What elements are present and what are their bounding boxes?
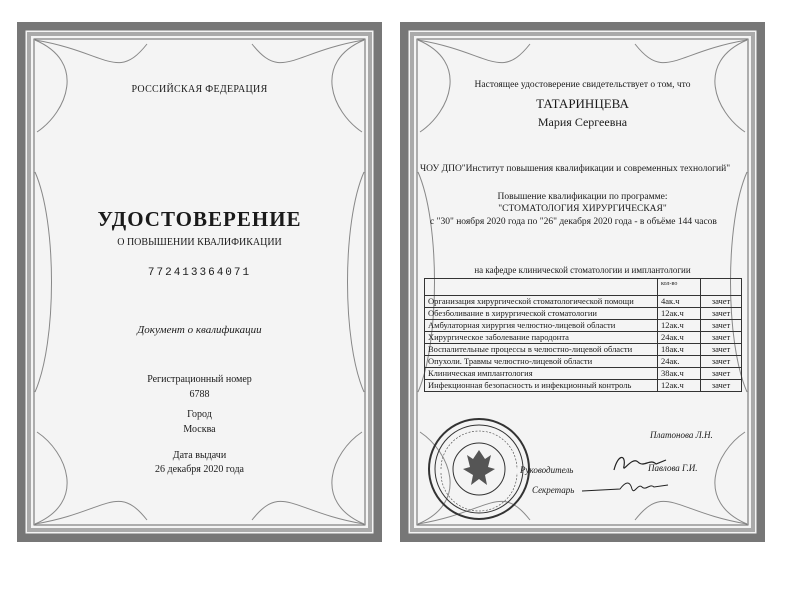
head-role: Руководитель [520, 465, 574, 475]
course-name: Организация хирургической стоматологической помощи [425, 296, 658, 308]
document-type: Документ о квалификации [137, 324, 262, 336]
secretary-signature [580, 477, 670, 497]
head-name: Платонова Л.Н. [650, 430, 713, 440]
table-row [425, 368, 742, 380]
federation-label: РОССИЙСКАЯ ФЕДЕРАЦИЯ [131, 84, 268, 95]
table-row [425, 320, 742, 332]
course-hours: 38ак.ч [658, 368, 701, 380]
department-name: на кафедре клинической стоматологии и имплантологии [474, 265, 691, 275]
course-name: Амбулаторная хирургия челюстно-лицевой области [425, 320, 658, 332]
table-row [425, 332, 742, 344]
table-row [425, 380, 742, 392]
left-page [17, 22, 382, 542]
course-name: Хирургическое заболевание пародонта [425, 332, 658, 344]
table-row [425, 356, 742, 368]
course-name: Клиническая имплантология [425, 368, 658, 380]
institution-name: ЧОУ ДПО"Институт повышения квалификации и современных технологий" [420, 164, 731, 174]
city-label: Город [187, 409, 212, 420]
reg-number-value: 6788 [189, 389, 210, 400]
table-row [425, 296, 742, 308]
course-hours: 12ак.ч [658, 308, 701, 320]
course-result: зачет [701, 308, 742, 320]
document-subtitle: О ПОВЫШЕНИИ КВАЛИФИКАЦИИ [117, 237, 282, 248]
program-label: Повышение квалификации по программе: [497, 192, 668, 202]
holder-first-middle-name: Мария Сергеевна [537, 115, 628, 129]
certificate-intro: Настоящее удостоверение свидетельствует о том, что [474, 80, 691, 90]
course-result: зачет [701, 332, 742, 344]
course-name: Воспалительные процессы в челюстно-лицевой области [425, 344, 658, 356]
course-hours: 18ак.ч [658, 344, 701, 356]
course-name: Обезболивание в хирургической стоматологии [425, 308, 658, 320]
course-result: зачет [701, 296, 742, 308]
table-header-cell [425, 279, 658, 296]
reg-number-label: Регистрационный номер [147, 374, 252, 385]
serial-number: 772413364071 [147, 267, 252, 279]
course-result: зачет [701, 320, 742, 332]
issue-date-label: Дата выдачи [172, 450, 227, 461]
course-name: Опухоли. Травмы челюстно-лицевой области [425, 356, 658, 368]
city-value: Москва [183, 424, 216, 435]
institution-seal-stamp [427, 417, 531, 521]
course-hours: 24ак. [658, 356, 701, 368]
course-hours: 12ак.ч [658, 380, 701, 392]
issue-date-value: 26 декабря 2020 года [155, 464, 244, 475]
program-period: с "30" ноября 2020 года по "26" декабря 2020 года - в объёме 144 часов [430, 217, 717, 227]
holder-last-name: ТАТАРИНЦЕВА [536, 96, 629, 111]
course-name: Инфекционная безопасность и инфекционный контроль [425, 380, 658, 392]
document-title: УДОСТОВЕРЕНИЕ [97, 207, 302, 231]
course-hours: 4ак.ч [658, 296, 701, 308]
table-header-row [425, 279, 742, 296]
secretary-name: Павлова Г.И. [648, 463, 698, 473]
table-row [425, 344, 742, 356]
table-header-hours: кол-во [658, 279, 701, 296]
course-hours: 12ак.ч [658, 320, 701, 332]
secretary-role: Секретарь [532, 485, 575, 495]
right-page [400, 22, 765, 542]
course-hours: 24ак.ч [658, 332, 701, 344]
courses-table [424, 278, 742, 392]
table-row [425, 308, 742, 320]
table-header-cell [701, 279, 742, 296]
program-name: "СТОМАТОЛОГИЯ ХИРУРГИЧЕСКАЯ" [498, 204, 667, 214]
course-result: зачет [701, 380, 742, 392]
course-result: зачет [701, 344, 742, 356]
course-result: зачет [701, 368, 742, 380]
course-result: зачет [701, 356, 742, 368]
